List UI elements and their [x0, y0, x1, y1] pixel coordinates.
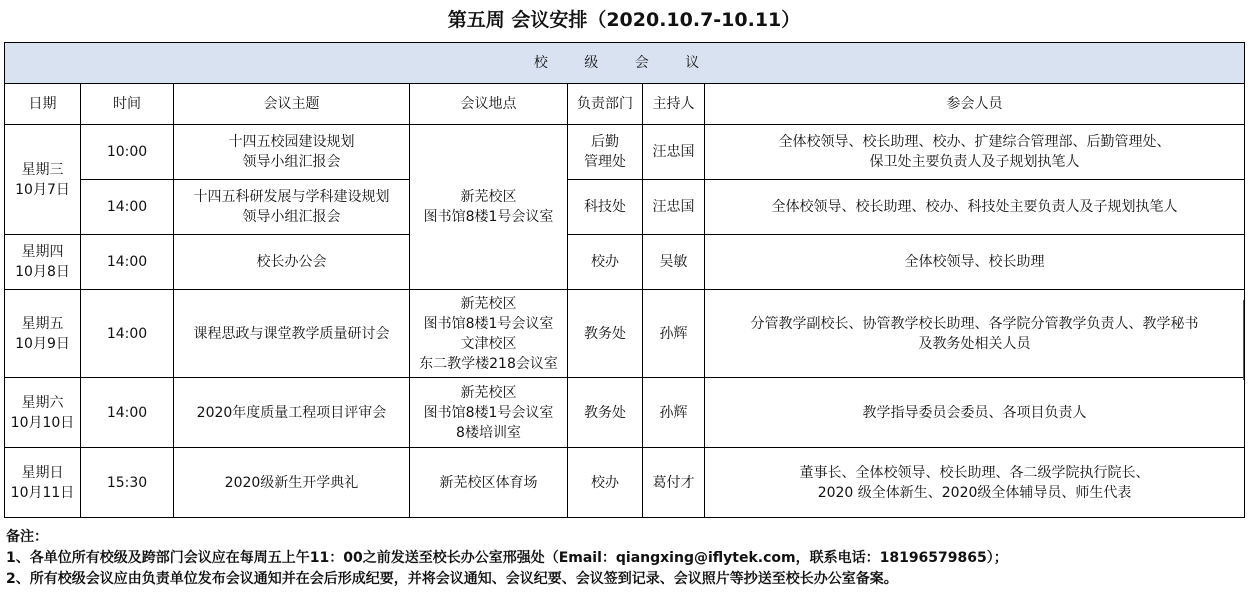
- location-cell: 新芜校区体育场: [410, 448, 568, 518]
- header-topic: 会议主题: [174, 84, 410, 125]
- topic-cell: 十四五科研发展与学科建设规划 领导小组汇报会: [174, 180, 410, 235]
- schedule-table: [4, 42, 1245, 518]
- time-cell: 14:00: [81, 290, 174, 378]
- page-title: 第五周 会议安排（2020.10.7-10.11）: [447, 9, 801, 31]
- topic-cell: 校长办公会: [174, 235, 410, 290]
- notes-section: [6, 527, 1242, 590]
- topic-cell: 2020级新生开学典礼: [174, 448, 410, 518]
- note-item: 1、各单位所有校级及跨部门会议应在每周五上午11：00之前发送至校长办公室邢强处（Email：qiangxing@iflytek.com，联系电话：18196579865）；: [6, 550, 1008, 566]
- department-cell: 后勤 管理处: [568, 125, 643, 180]
- header-location: 会议地点: [410, 84, 568, 125]
- notes-label: 备注：: [6, 529, 48, 545]
- header-time: 时间: [81, 84, 174, 125]
- department-cell: 科技处: [568, 180, 643, 235]
- host-cell: 孙辉: [643, 378, 705, 448]
- day-cell: 星期五 10月9日: [5, 290, 81, 378]
- host-cell: 吴敏: [643, 235, 705, 290]
- department-cell: 教务处: [568, 290, 643, 378]
- day-cell: 星期日 10月11日: [5, 448, 81, 518]
- time-cell: 10:00: [81, 125, 174, 180]
- department-cell: 校办: [568, 448, 643, 518]
- location-cell: 新芜校区 图书馆8楼1号会议室: [410, 125, 568, 290]
- department-cell: 教务处: [568, 378, 643, 448]
- day-cell: 星期三 10月7日: [5, 125, 81, 235]
- cell-selection-edge: [1243, 300, 1244, 380]
- note-item: 2、所有校级会议应由负责单位发布会议通知并在会后形成纪要，并将会议通知、会议纪要、会议签到记录、会议照片等抄送至校长办公室备案。: [6, 571, 898, 587]
- attendees-cell: 分管教学副校长、协管教学校长助理、各学院分管教学负责人、教学秘书 及教务处相关人员: [705, 290, 1245, 378]
- header-date: 日期: [5, 84, 81, 125]
- location-cell: 新芜校区 图书馆8楼1号会议室 文津校区 东二教学楼218会议室: [410, 290, 568, 378]
- header-host: 主持人: [643, 84, 705, 125]
- table-row: [5, 448, 1245, 518]
- host-cell: 汪忠国: [643, 125, 705, 180]
- host-cell: 汪忠国: [643, 180, 705, 235]
- section-header: 校 级 会 议: [5, 43, 1245, 84]
- column-header-row: [5, 84, 1245, 125]
- table-row: [5, 290, 1245, 378]
- table-row: [5, 378, 1245, 448]
- topic-cell: 课程思政与课堂教学质量研讨会: [174, 290, 410, 378]
- department-cell: 校办: [568, 235, 643, 290]
- table-row: [5, 125, 1245, 180]
- day-cell: 星期六 10月10日: [5, 378, 81, 448]
- day-cell: 星期四 10月8日: [5, 235, 81, 290]
- table-row: [5, 235, 1245, 290]
- time-cell: 14:00: [81, 235, 174, 290]
- table-row: [5, 180, 1245, 235]
- header-attendees: 参会人员: [705, 84, 1245, 125]
- time-cell: 15:30: [81, 448, 174, 518]
- attendees-cell: 全体校领导、校长助理、校办、扩建综合管理部、后勤管理处、 保卫处主要负责人及子规划执笔人: [705, 125, 1245, 180]
- attendees-cell: 董事长、全体校领导、校长助理、各二级学院执行院长、 2020 级全体新生、2020级全体辅导员、师生代表: [705, 448, 1245, 518]
- location-cell: 新芜校区 图书馆8楼1号会议室 8楼培训室: [410, 378, 568, 448]
- header-department: 负责部门: [568, 84, 643, 125]
- time-cell: 14:00: [81, 180, 174, 235]
- topic-cell: 十四五校园建设规划 领导小组汇报会: [174, 125, 410, 180]
- attendees-cell: 全体校领导、校长助理: [705, 235, 1245, 290]
- attendees-cell: 教学指导委员会委员、各项目负责人: [705, 378, 1245, 448]
- host-cell: 孙辉: [643, 290, 705, 378]
- time-cell: 14:00: [81, 378, 174, 448]
- attendees-cell: 全体校领导、校长助理、校办、科技处主要负责人及子规划执笔人: [705, 180, 1245, 235]
- topic-cell: 2020年度质量工程项目评审会: [174, 378, 410, 448]
- host-cell: 葛付才: [643, 448, 705, 518]
